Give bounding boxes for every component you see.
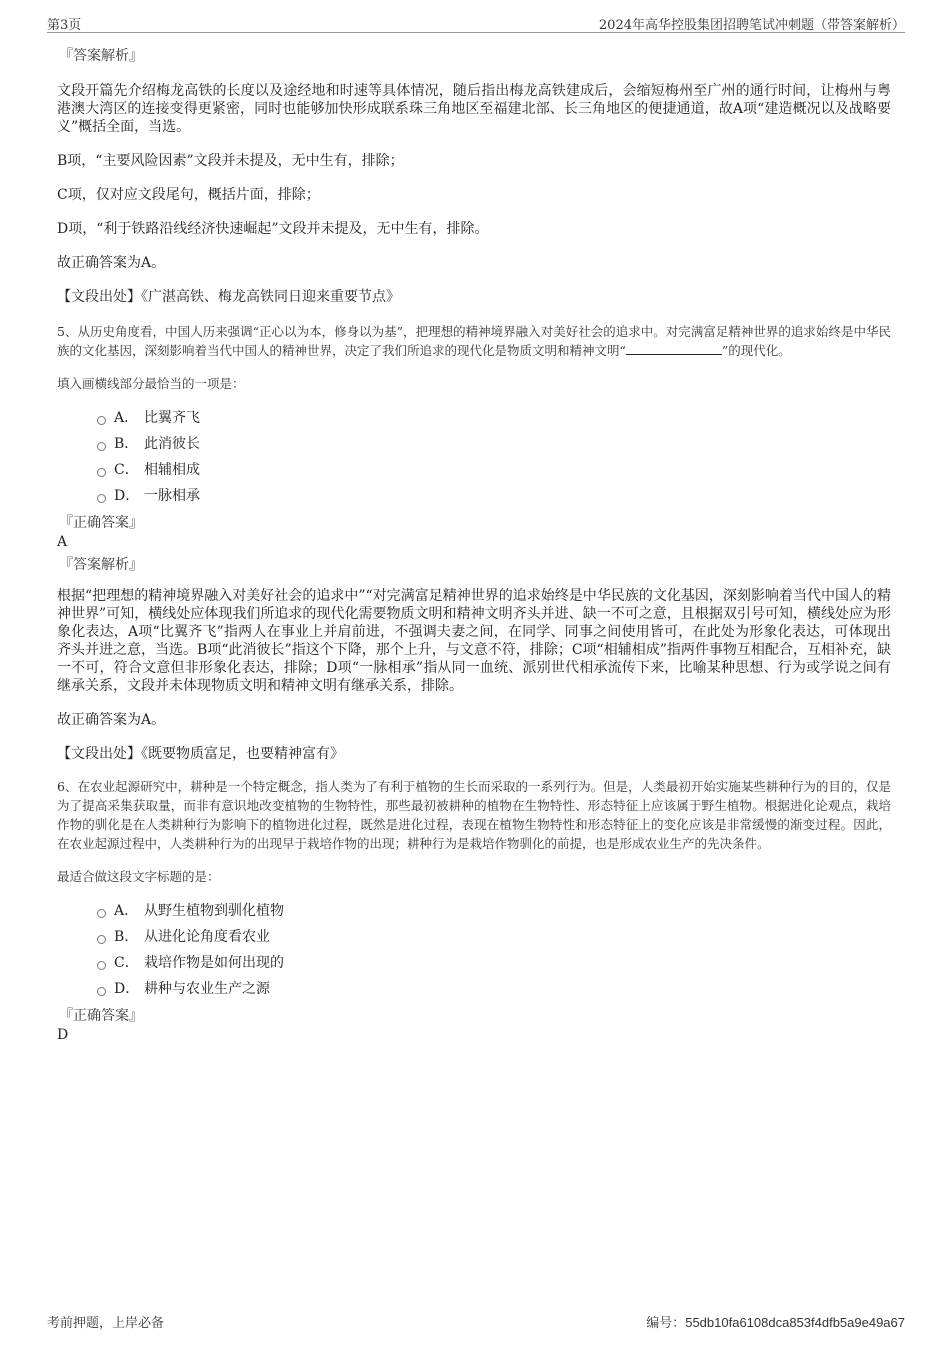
footer-slogan: 考前押题，上岸必备 [47, 1316, 165, 1331]
q6-prompt: 最适合做这段文字标题的是： [57, 869, 220, 884]
radio-icon[interactable] [97, 909, 106, 918]
radio-icon[interactable] [97, 494, 106, 503]
option-text: 一脉相承 [144, 488, 200, 504]
page-number: 第3页 [47, 18, 82, 33]
q5-option-a[interactable] [97, 405, 891, 431]
option-text: 比翼齐飞 [144, 410, 200, 426]
q4-conclusion: 故正确答案为A。 [57, 255, 166, 271]
option-text: 从野生植物到驯化植物 [144, 903, 284, 919]
page-footer [47, 1312, 905, 1331]
q4-source: 【文段出处】《广湛高铁、梅龙高铁同日迎来重要节点》 [57, 289, 400, 305]
q5-option-c[interactable] [97, 457, 891, 483]
q4-option-d-analysis: D项，“利于铁路沿线经济快速崛起”文段并未提及，无中生有，排除。 [57, 221, 489, 237]
option-text: 耕种与农业生产之源 [144, 981, 270, 997]
option-key: D． [114, 488, 140, 504]
q5-analysis-text: 根据“把理想的精神境界融入对美好社会的追求中”“对完满富足精神世界的追求始终是中华民族的文化基因，深刻影响着当代中国人的精神世界”可知，横线处应体现我们所追求的现代化需要物质文明和精神文明齐头并进、缺一不可之意，且根据双引号可知，横线处应为形象化表达，A项“比翼齐飞”指两人在事业上并肩前进，不强调夫妻之间，在同学、同事之间使用皆可，在此处为形象化表达，可体现出齐头并进之意，当选。B项“此消彼长”指这个下降，那个上升，与文意不符，排除；C项“相辅相成”指两件事物互相配合，互相补充，缺一不可，符合文意但非形象化表达，排除；D项“一脉相承”指从同一血统、派别世代相承流传下来，比喻某种思想、行为或学说之间有继承关系，文段并未体现物质文明和精神文明有继承关系，排除。 [57, 588, 891, 694]
document-code [646, 1312, 905, 1331]
q5-analysis-label: 『答案解析』 [59, 557, 143, 573]
option-text: 相辅相成 [144, 462, 200, 478]
option-key: B． [114, 929, 139, 945]
q6-option-d[interactable] [97, 976, 891, 1002]
q6-option-c[interactable] [97, 950, 891, 976]
q5-stem-after: ”的现代化。 [721, 343, 791, 358]
q5-answer-label: 『正确答案』 [59, 515, 143, 531]
q4-option-c-analysis: C项，仅对应文段尾句，概括片面，排除； [57, 187, 320, 203]
page-content [57, 40, 891, 1044]
radio-icon[interactable] [97, 416, 106, 425]
radio-icon[interactable] [97, 442, 106, 451]
option-text: 从进化论角度看农业 [144, 929, 270, 945]
q6-answer-label: 『正确答案』 [59, 1008, 143, 1024]
code-label: 编号： [646, 1316, 686, 1331]
option-key: A． [114, 410, 139, 426]
q5-option-b[interactable] [97, 431, 891, 457]
q5-stem [57, 322, 891, 360]
radio-icon[interactable] [97, 961, 106, 970]
q5-source: 【文段出处】《既要物质富足，也要精神富有》 [57, 746, 344, 762]
q5-conclusion: 故正确答案为A。 [57, 712, 166, 728]
q5-answer: A [57, 534, 68, 550]
radio-icon[interactable] [97, 987, 106, 996]
q5-prompt: 填入画横线部分最恰当的一项是： [57, 376, 245, 391]
radio-icon[interactable] [97, 468, 106, 477]
option-text: 栽培作物是如何出现的 [144, 955, 284, 971]
document-title: 2024年高华控股集团招聘笔试冲刺题（带答案解析） [598, 18, 905, 33]
code-value: 55db10fa6108dca853f4dfb5a9e49a67 [685, 1315, 905, 1330]
option-key: C． [114, 462, 139, 478]
q5-stem-before: 5、从历史角度看，中国人历来强调“正心以为本，修身以为基”，把理想的精神境界融入对美好社会的追求中。对完满富足精神世界的追求始终是中华民族的文化基因，深刻影响着当代中国人的精神世界，决定了我们所追求的现代化是物质文明和精神文明“ [57, 324, 891, 358]
q5-options [97, 405, 891, 509]
option-key: A． [114, 903, 139, 919]
q6-option-b[interactable] [97, 924, 891, 950]
page-header [47, 12, 905, 33]
q6-options [97, 898, 891, 1002]
option-key: D． [114, 981, 140, 997]
q4-analysis-text: 文段开篇先介绍梅龙高铁的长度以及途经地和时速等具体情况，随后指出梅龙高铁建成后，会缩短梅州至广州的通行时间，让梅州与粤港澳大湾区的连接变得更紧密，同时也能够加快形成联系珠三角地区至福建北部、长三角地区的便捷通道，故A项“建造概况以及战略要义”概括全面，当选。 [57, 83, 891, 135]
q4-analysis-label: 『答案解析』 [59, 48, 143, 64]
radio-icon[interactable] [97, 935, 106, 944]
option-key: C． [114, 955, 139, 971]
option-text: 此消彼长 [144, 436, 200, 452]
option-key: B． [114, 436, 139, 452]
q6-answer: D [57, 1027, 69, 1043]
q6-option-a[interactable] [97, 898, 891, 924]
q5-option-d[interactable] [97, 483, 891, 509]
q6-stem: 6、在农业起源研究中，耕种是一个特定概念，指人类为了有利于植物的生长而采取的一系列行为。但是，人类最初开始实施某些耕种行为的目的，仅是为了提高采集获取量，而非有意识地改变植物的生物特性，那些最初被耕种的植物在生物特性、形态特征上应该属于野生植物。根据进化论观点，栽培作物的驯化是在人类耕种行为影响下的植物进化过程，既然是进化过程，表现在植物生物特性和形态特征上的变化应该是非常缓慢的渐变过程。因此，在农业起源过程中，人类耕种行为的出现早于栽培作物的出现；耕种行为是栽培作物驯化的前提，也是形成农业生产的先决条件。 [57, 779, 891, 851]
q5-blank [626, 342, 722, 355]
q4-option-b-analysis: B项，“主要风险因素”文段并未提及，无中生有，排除； [57, 153, 404, 169]
